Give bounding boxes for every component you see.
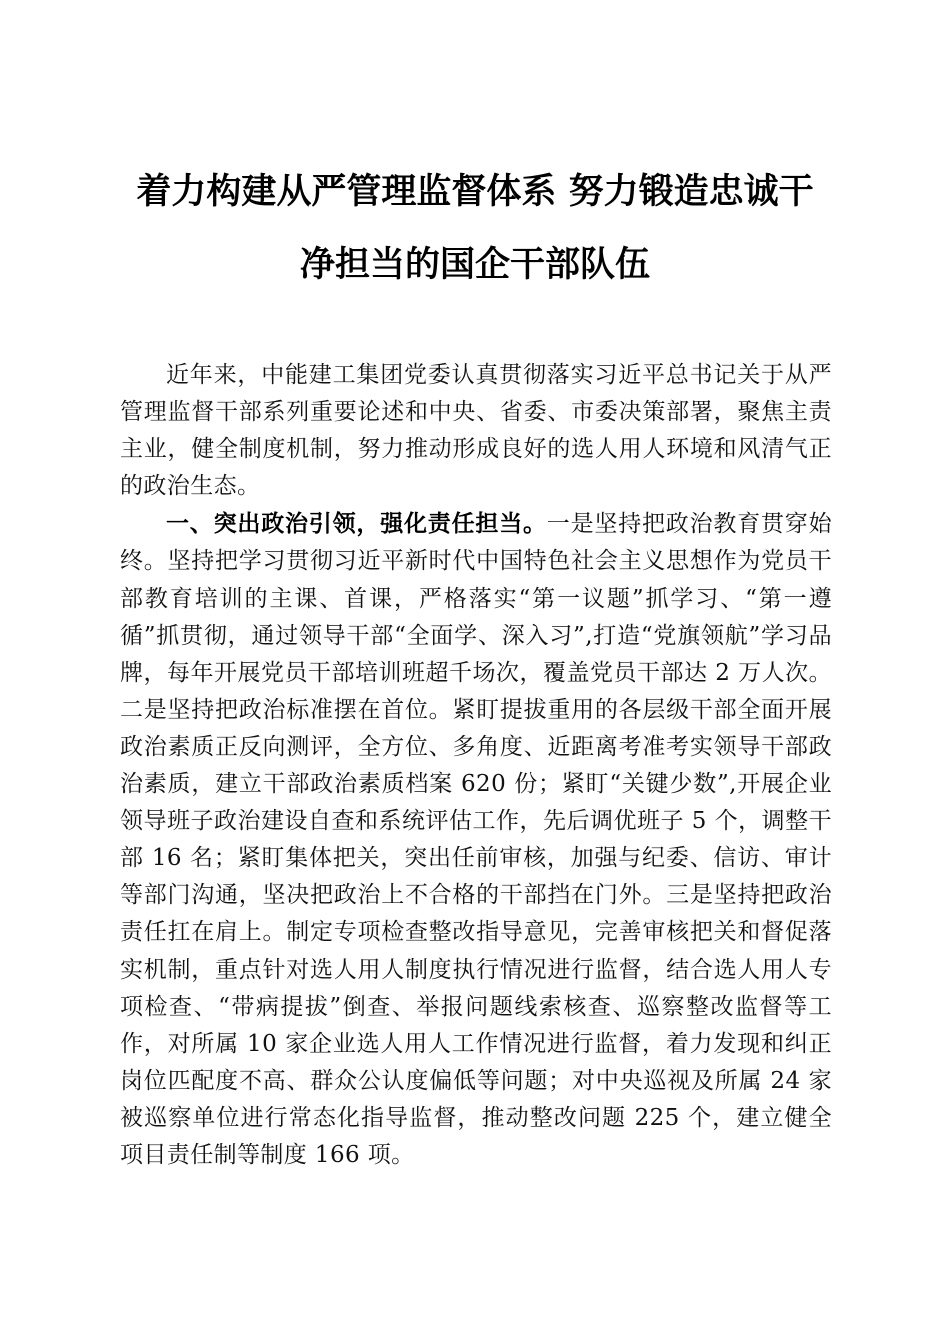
section-one-heading: 一、突出政治引领，强化责任担当。 bbox=[166, 510, 547, 538]
section-one-text: 一是坚持把政治教育贯穿始终。坚持把学习贯彻习近平新时代中国特色社会主义思想作为党员干部教育培训的主课、首课，严格落实“第一议题”抓学习、“第一遵循”抓贯彻，通过领导干部“全面学、深入习”,打造“党旗领航”学习品牌，每年开展党员干部培训班超千场次，覆盖党员干部达 2 万人次。二是坚持把政治标准摆在首位。紧盯提拔重用的各层级干部全面开展政治素质正反向测评，全方位、多角度、近距离考准考实领导干部政治素质，建立干部政治素质档案 620 份；紧盯“关键少数”,开展企业领导班子政治建设自查和系统评估工作，先后调优班子 5 个，调整干部 16 名；紧盯集体把关，突出任前审核，加强与纪委、信访、审计等部门沟通，坚决把政治上不合格的干部挡在门外。三是坚持把政治责任扛在肩上。制定专项检查整改指导意见，完善审核把关和督促落实机制，重点针对选人用人制度执行情况进行监督，结合选人用人专项检查、“带病提拔”倒查、举报问题线索核查、巡察整改监督等工作，对所属 10 家企业选人用人工作情况进行监督，着力发现和纠正岗位匹配度不高、群众公认度偏低等问题；对中央巡视及所属 24 家被巡察单位进行常态化指导监督，推动整改问题 225 个，建立健全项目责任制等制度 166 项。 bbox=[120, 511, 832, 1168]
section-one-paragraph bbox=[120, 505, 832, 1174]
document-title-line-2: 净担当的国企干部队伍 bbox=[299, 244, 650, 285]
document-title-line-1: 着力构建从严管理监督体系 努力锻造忠诚干 bbox=[136, 171, 814, 212]
intro-paragraph bbox=[120, 357, 832, 505]
intro-paragraph-text: 近年来，中能建工集团党委认真贯彻落实习近平总书记关于从严管理监督干部系列重要论述和中央、省委、市委决策部署，聚焦主责主业，健全制度机制，努力推动形成良好的选人用人环境和风清气正的政治生态。 bbox=[120, 362, 832, 500]
document-body bbox=[120, 357, 832, 1174]
